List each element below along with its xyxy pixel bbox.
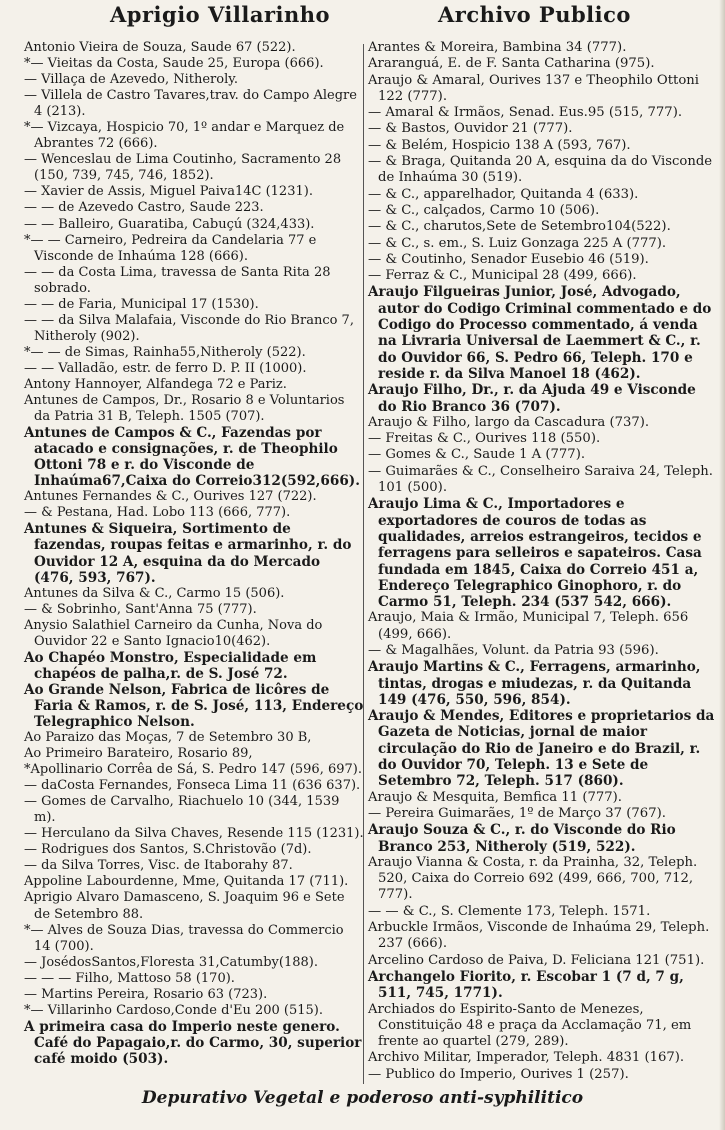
directory-entry: A primeira casa do Imperio neste genero. Café do Papagaio,r. do Carmo, 30, superior café moido (503). [24, 1018, 367, 1067]
directory-entry: Archiados do Espirito-Santo de Menezes, Constituição 48 e praça da Acclamação 71, em frente ao quartel (279, 289). [368, 1001, 696, 1050]
directory-entry: Antony Hannoyer, Alfandega 72 e Pariz. [24, 376, 287, 392]
directory-entry: — — da Costa Lima, travessa de Santa Rita 28 sobrado. [24, 264, 335, 296]
directory-entry: Appoline Labourdenne, Mme, Quitanda 17 (711). [24, 874, 349, 890]
directory-entry: *— Vizcaya, Hospicio 70, 1º andar e Marquez de Abrantes 72 (666). [24, 120, 349, 152]
directory-entry: — Rodrigues dos Santos, S.Christovão (7d). [24, 842, 312, 858]
directory-entry: — — de Faria, Municipal 17 (1530). [24, 296, 259, 312]
directory-entry: Antunes Fernandes & C., Ourives 127 (722). [24, 489, 317, 505]
running-head-right: Archivo Publico [438, 2, 631, 27]
directory-entry: Antunes de Campos & C., Fazendas por atacado e consignações, r. de Theophilo Ottoni 78 e r. do Visconde de Inhaúma67,Caixa do Correio312(592,666). [24, 425, 360, 490]
directory-entry: — — Balleiro, Guaratiba, Cabuçú (324,433). [24, 216, 315, 232]
directory-entry: Arantes & Moreira, Bambina 34 (777). [368, 40, 627, 55]
directory-entry: — & Coutinho, Senador Eusebio 46 (519). [368, 251, 649, 267]
directory-entry: — & C., s. em., S. Luiz Gonzaga 225 A (777). [368, 235, 667, 251]
directory-entry: — Xavier de Assis, Miguel Paiva14C (1231). [24, 184, 313, 200]
directory-entry: *— Vieitas da Costa, Saude 25, Europa (666). [24, 56, 324, 72]
directory-entry: *— — Carneiro, Pedreira da Candelaria 77 e Visconde de Inhaúma 128 (666). [24, 232, 321, 264]
directory-entry: — & Belém, Hospicio 138 A (593, 767). [368, 137, 631, 153]
directory-entry: — — da Silva Malafaia, Visconde do Rio Branco 7, Nitheroly (902). [24, 312, 359, 344]
directory-entry: Araujo & Filho, largo da Cascadura (737). [368, 414, 650, 430]
directory-entry: Archivo Militar, Imperador, Teleph. 4831 (167). [368, 1050, 685, 1066]
directory-entry: — Publico do Imperio, Ourives 1 (257). [368, 1066, 629, 1082]
page-edge [719, 0, 725, 1130]
directory-entry: — & Braga, Quitanda 20 A, esquina da do Visconde de Inhaúma 30 (519). [368, 154, 717, 186]
directory-entry: *— Alves de Souza Dias, travessa do Commercio 14 (700). [24, 922, 348, 954]
page-header [0, 0, 725, 30]
directory-entry: — — de Azevedo Castro, Saude 223. [24, 200, 264, 216]
directory-entry: Archangelo Fiorito, r. Escobar 1 (7 d, 7 g, 511, 745, 1771). [368, 968, 689, 1002]
directory-entry: Ao Grande Nelson, Fabrica de licôres de Faria & Ramos, r. de S. José, 113, Endereço Telegraphico Nelson. [24, 681, 369, 730]
directory-entry: Antunes da Silva & C., Carmo 15 (506). [24, 585, 285, 601]
directory-entry: Araujo Souza & C., r. do Visconde do Rio Branco 253, Nitheroly (519, 522). [368, 822, 681, 855]
directory-entry: — Amaral & Irmãos, Senad. Eus.95 (515, 777). [368, 105, 683, 121]
directory-entry: Arbuckle Irmãos, Visconde de Inhaúma 29, Teleph. 237 (666). [368, 920, 714, 952]
directory-entry: — & Pestana, Had. Lobo 113 (666, 777). [24, 505, 291, 521]
directory-entry: — Pereira Guimarães, 1º de Março 37 (767). [368, 805, 666, 821]
directory-entry: Araujo Filho, Dr., r. da Ajuda 49 e Visconde do Rio Branco 36 (707). [368, 382, 701, 415]
directory-entry: — — & C., S. Clemente 173, Teleph. 1571. [368, 903, 651, 919]
directory-entry: — Ferraz & C., Municipal 28 (499, 666). [368, 268, 637, 284]
directory-entry: Araujo & Amaral, Ourives 137 e Theophilo Ottoni 122 (777). [368, 72, 704, 104]
directory-entry: Antunes & Siqueira, Sortimento de fazendas, roupas feitas e armarinho, r. do Ouvidor 12 A, esquina da do Mercado (476, 593, 767). [24, 521, 357, 586]
directory-entry: — Villela de Castro Tavares,trav. do Campo Alegre 4 (213). [24, 88, 362, 120]
directory-entry: — Villaça de Azevedo, Nitheroly. [24, 72, 238, 88]
directory-entry: *— Villarinho Cardoso,Conde d'Eu 200 (515). [24, 1002, 323, 1018]
directory-entry: — & C., apparelhador, Quitanda 4 (633). [368, 186, 639, 202]
directory-entry: Arcelino Cardoso de Paiva, D. Feliciana 121 (751). [368, 952, 705, 968]
directory-entry: Araujo Lima & C., Importadores e exportadores de couros de todas as qualidades, arreios estrangeiros, tecidos e ferragens para selleiros e sapateiros. Casa fundada em 1845, Caixa do Correio 451 a, Endereço Telegraphico Ginophoro, r. do Carmo 51, Teleph. 234 (537 542, 666). [368, 496, 707, 611]
directory-entry: Ao Primeiro Barateiro, Rosario 89, [24, 746, 253, 762]
directory-entry: Araujo, Maia & Irmão, Municipal 7, Teleph. 656 (499, 666). [368, 610, 693, 642]
directory-entry: Araujo & Mendes, Editores e proprietarios da Gazeta de Noticias, jornal de maior circulação do Rio de Janeiro e do Brazil, r. do Ouvidor 70, Teleph. 13 e Sete de Setembro 72, Teleph. 517 (860). [368, 708, 720, 790]
directory-columns [24, 40, 719, 1090]
directory-entry: — Herculano da Silva Chaves, Resende 115 (1231). [24, 826, 364, 842]
directory-entry: — Gomes de Carvalho, Riachuelo 10 (344, 1539 m). [24, 794, 344, 826]
directory-entry: — & C., charutos,Sete de Setembro104(522). [368, 219, 671, 235]
right-column [368, 40, 718, 1090]
directory-entry: Antunes de Campos, Dr., Rosario 8 e Voluntarios da Patria 31 B, Teleph. 1505 (707). [24, 393, 349, 425]
directory-entry: — daCosta Fernandes, Fonseca Lima 11 (636 637). [24, 778, 361, 794]
directory-entry: Aprigio Alvaro Damasceno, S. Joaquim 96 e Sete de Setembro 88. [24, 890, 349, 922]
directory-entry: — & Bastos, Ouvidor 21 (777). [368, 121, 573, 137]
directory-entry: — da Silva Torres, Visc. de Itaborahy 87. [24, 858, 293, 874]
directory-entry: — & C., calçados, Carmo 10 (506). [368, 202, 600, 218]
directory-entry: — Freitas & C., Ourives 118 (550). [368, 431, 601, 447]
advertisement-footer: Depurativo Vegetal e poderoso anti-syphilitico [141, 1088, 584, 1108]
directory-entry: *Apollinario Corrêa de Sá, S. Pedro 147 (596, 697). [24, 762, 362, 778]
directory-entry: Araujo & Mesquita, Bemfica 11 (777). [368, 789, 622, 805]
directory-entry: — Wenceslau de Lima Coutinho, Sacramento 28 (150, 739, 745, 746, 1852). [24, 152, 346, 184]
left-column [24, 40, 369, 1090]
directory-entry: — Martins Pereira, Rosario 63 (723). [24, 986, 268, 1002]
directory-entry: — & Sobrinho, Sant'Anna 75 (777). [24, 601, 257, 617]
directory-entry: — Guimarães & C., Conselheiro Saraiva 24, Teleph. 101 (500). [368, 463, 718, 496]
running-head-left: Aprigio Villarinho [110, 2, 331, 27]
directory-entry: — — — Filho, Mattoso 58 (170). [24, 970, 235, 986]
directory-entry: — JosédosSantos,Floresta 31,Catumby(188). [24, 954, 318, 970]
directory-entry: Araujo Vianna & Costa, r. da Prainha, 32, Teleph. 520, Caixa do Correio 692 (499, 666, 700, 712, 777). [368, 854, 702, 903]
directory-entry: Ao Paraizo das Moças, 7 de Setembro 30 B, [24, 730, 312, 746]
directory-entry: Antonio Vieira de Souza, Saude 67 (522). [24, 40, 296, 55]
directory-entry: Araujo Martins & C., Ferragens, armarinho, tintas, drogas e miudezas, r. da Quitanda 149 (476, 550, 596, 854). [368, 659, 706, 708]
directory-entry: Anysio Salathiel Carneiro da Cunha, Nova do Ouvidor 22 e Santo Ignacio10(462). [24, 617, 327, 649]
directory-entry: Ao Chapéo Monstro, Especialidade em chapéos de palha,r. de S. José 72. [24, 649, 322, 682]
directory-entry: — Gomes & C., Saude 1 A (777). [368, 447, 586, 463]
directory-entry: — & Magalhães, Volunt. da Patria 93 (596). [368, 642, 659, 658]
directory-entry: *— — de Simas, Rainha55,Nitheroly (522). [24, 344, 306, 360]
directory-entry: Araranguá, E. de F. Santa Catharina (975). [368, 56, 655, 72]
directory-entry: Araujo Filgueiras Junior, José, Advogado, autor do Codigo Criminal commentado e do Codigo do Processo commentado, á venda na Livraria Universal de Laemmert & C., r. do Ouvidor 66, S. Pedro 66, Teleph. 170 e reside r. da Silva Manoel 18 (462). [368, 284, 717, 382]
directory-entry: — — Valladão, estr. de ferro D. P. II (1000). [24, 360, 307, 376]
